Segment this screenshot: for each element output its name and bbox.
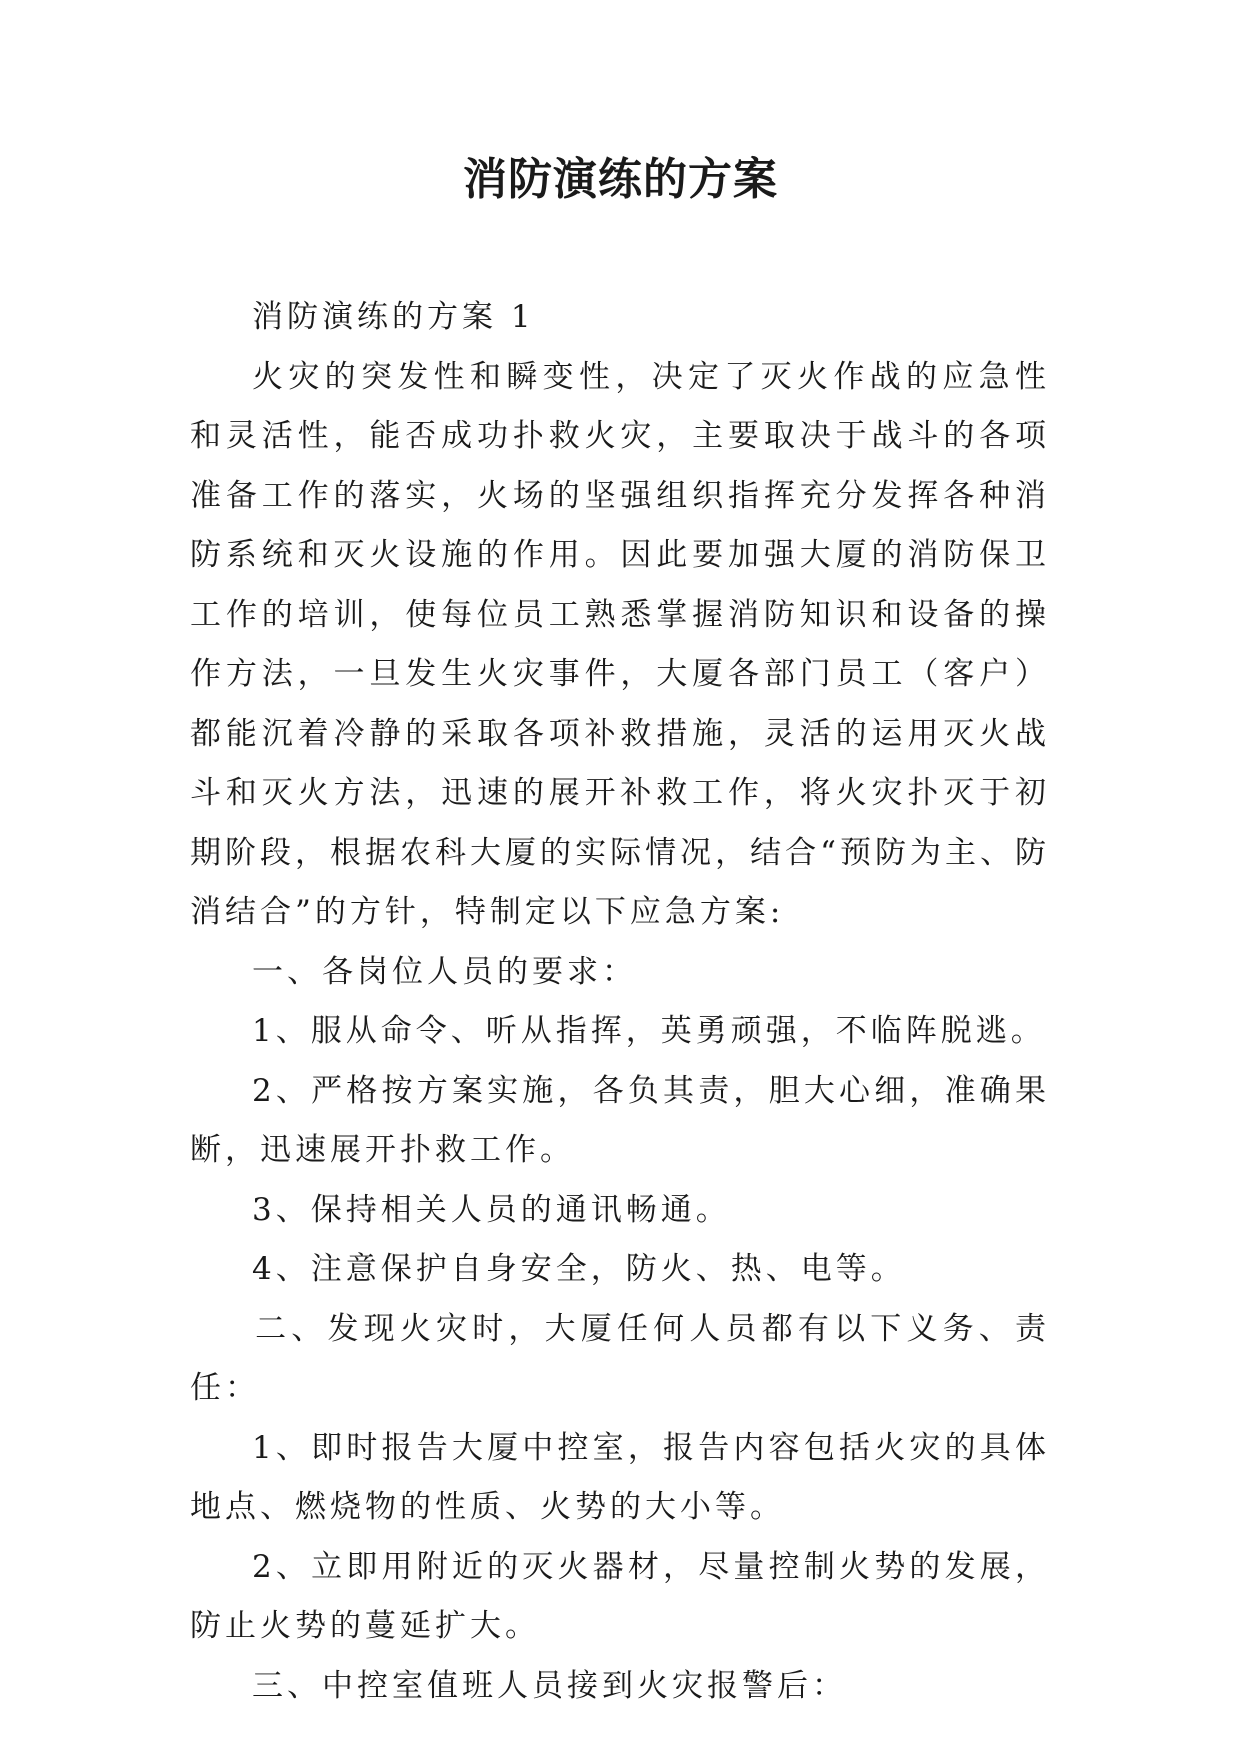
section-heading: 一、各岗位人员的要求： [252, 953, 637, 990]
list-item: 4、注意保护自身安全，防火、热、电等。 [252, 1251, 906, 1287]
list-item: 2、严格按方案实施，各负其责，胆大心细，准确果断，迅速展开扑救工作。 [190, 1072, 1050, 1168]
list-item: 1、服从命令、听从指挥，英勇顽强，不临阵脱逃。 [252, 1013, 1046, 1049]
section-heading: 二、发现火灾时，大厦任何人员都有以下义务、责任： [190, 1310, 1050, 1406]
section-heading: 三、中控室值班人员接到火灾报警后： [252, 1667, 847, 1704]
document-title: 消防演练的方案 [463, 154, 778, 205]
list-item: 3、保持相关人员的通讯畅通。 [252, 1191, 731, 1228]
section-heading: 消防演练的方案 1 [252, 299, 535, 335]
intro-paragraph: 火灾的突发性和瞬变性，决定了灭火作战的应急性和灵活性，能否成功扑救火灾，主要取决于战斗的各项准备工作的落实，火场的坚强组织指挥充分发挥各种消防系统和灭火设施的作用。因此要加强大厦的消防保卫工作的培训，使每位员工熟悉掌握消防知识和设备的操作方法，一旦发生火灾事件，大厦各部门员工（客户）都能沉着冷静的采取各项补救措施，灵活的运用灭火战斗和灭火方法，迅速的展开补救工作，将火灾扑灭于初期阶段，根据农科大厦的实际情况，结合“预防为主、防消结合”的方针，特制定以下应急方案: [190, 358, 1050, 930]
list-item: 2、立即用附近的灭火器材，尽量控制火势的发展，防止火势的蔓延扩大。 [190, 1548, 1050, 1644]
list-item: 1、即时报告大厦中控室，报告内容包括火灾的具体地点、燃烧物的性质、火势的大小等。 [190, 1429, 1050, 1525]
document-body [190, 288, 1050, 1716]
